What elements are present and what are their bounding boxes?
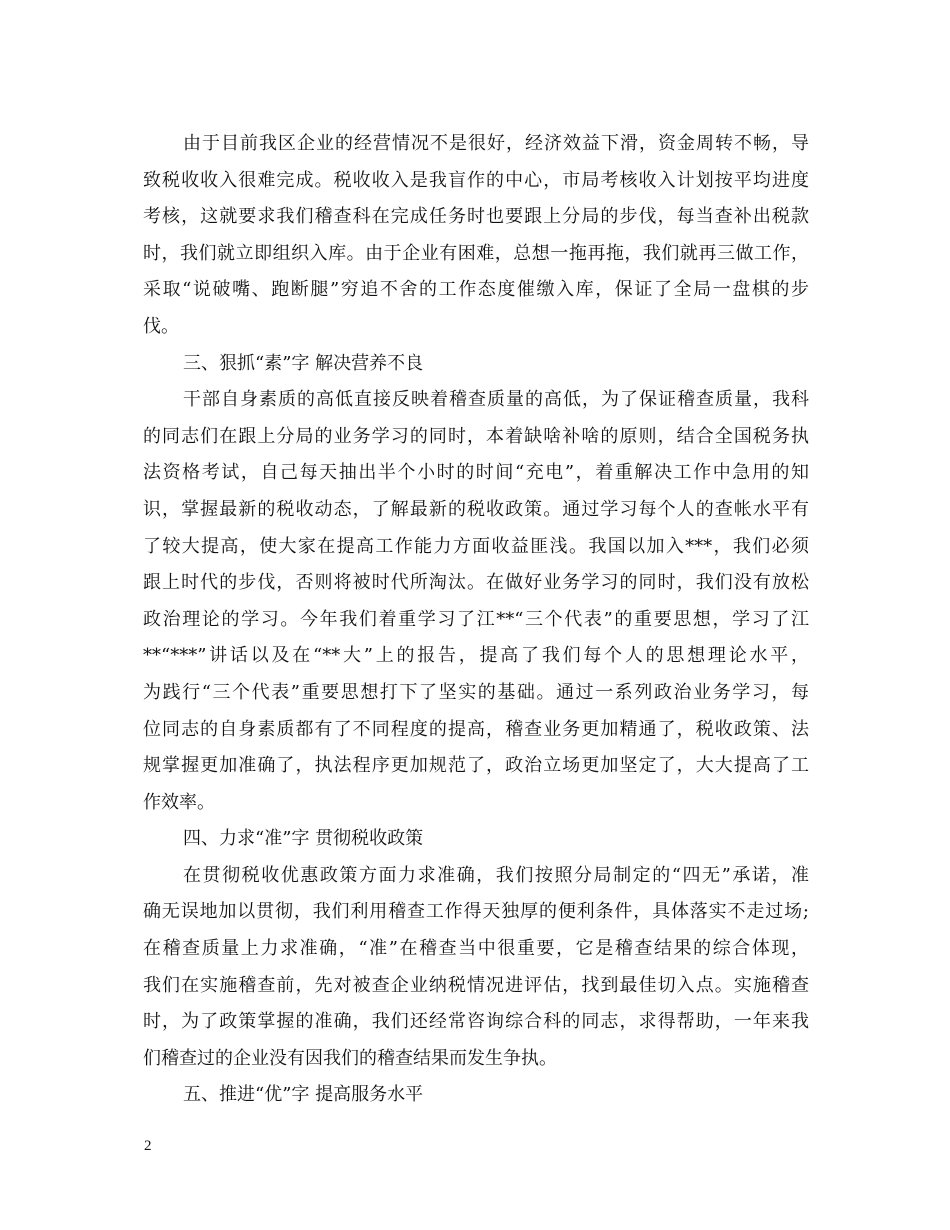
text-line: 跟上时代的步伐，否则将被时代所淘汰。在做好业务学习的同时，我们没有放松: [143, 572, 809, 594]
text-line: 时，我们就立即组织入库。由于企业有困难，总想一拖再拖，我们就再三做工作，: [143, 242, 809, 264]
text-line: 的同志们在跟上分局的业务学习的同时，本着缺啥补啥的原则，结合全国税务执: [143, 425, 809, 447]
text-line: 我们在实施稽查前，先对被查企业纳税情况进评估，找到最佳切入点。实施稽查: [143, 974, 809, 996]
text-line: 作效率。: [143, 791, 215, 813]
text-line: 干部自身素质的高低直接反映着稽查质量的高低，为了保证稽查质量，我科: [183, 389, 809, 411]
text-line: 在稽查质量上力求准确，“准”在稽查当中很重要，它是稽查结果的综合体现，: [143, 938, 809, 960]
text-line: 三、狠抓“素”字 解决营养不良: [183, 352, 424, 374]
text-line: 采取“说破嘴、跑断腿”穷追不舍的工作态度催缴入库，保证了全局一盘棋的步: [143, 279, 809, 301]
text-line: 五、推进“优”字 提高服务水平: [183, 1084, 424, 1106]
text-line: 在贯彻税收优惠政策方面力求准确，我们按照分局制定的“四无”承诺，准: [183, 864, 809, 886]
text-line: 规掌握更加准确了，执法程序更加规范了，政治立场更加坚定了，大大提高了工: [143, 755, 809, 777]
text-line: 法资格考试，自己每天抽出半个小时的时间“充电”，着重解决工作中急用的知: [143, 462, 809, 484]
page-number: 2: [144, 1138, 152, 1154]
text-line: 由于目前我区企业的经营情况不是很好，经济效益下滑，资金周转不畅，导: [183, 133, 809, 154]
text-line: 们稽查过的企业没有因我们的稽查结果而发生争执。: [143, 1047, 557, 1069]
document-body: [143, 126, 809, 1114]
text-line: 为践行“三个代表”重要思想打下了坚实的基础。通过一系列政治业务学习，每: [143, 681, 809, 703]
text-line: 位同志的自身素质都有了不同程度的提高，稽查业务更加精通了，税收政策、法: [143, 718, 809, 740]
text-line: 确无误地加以贯彻，我们利用稽查工作得天独厚的便利条件，具体落实不走过场;: [143, 901, 809, 923]
text-line: 伐。: [143, 315, 179, 337]
text-line: 政治理论的学习。今年我们着重学习了江**“三个代表”的重要思想，学习了江: [143, 608, 809, 630]
text-line: 四、力求“准”字 贯彻税收政策: [183, 828, 424, 850]
text-line: 致税收收入很难完成。税收收入是我盲作的中心，市局考核收入计划按平均进度: [143, 169, 809, 191]
text-line: 考核，这就要求我们稽查科在完成任务时也要跟上分局的步伐，每当查补出税款: [143, 206, 809, 228]
text-line: 识，掌握最新的税收动态，了解最新的税收政策。通过学习每个人的查帐水平有: [143, 498, 809, 520]
text-line: 时，为了政策掌握的准确，我们还经常咨询综合科的同志，求得帮助，一年来我: [143, 1011, 809, 1033]
text-line: **“***”讲话以及在“**大”上的报告，提高了我们每个人的思想理论水平，: [143, 645, 809, 667]
text-line: 了较大提高，使大家在提高工作能力方面收益匪浅。我国以加入***，我们必须: [143, 535, 809, 557]
